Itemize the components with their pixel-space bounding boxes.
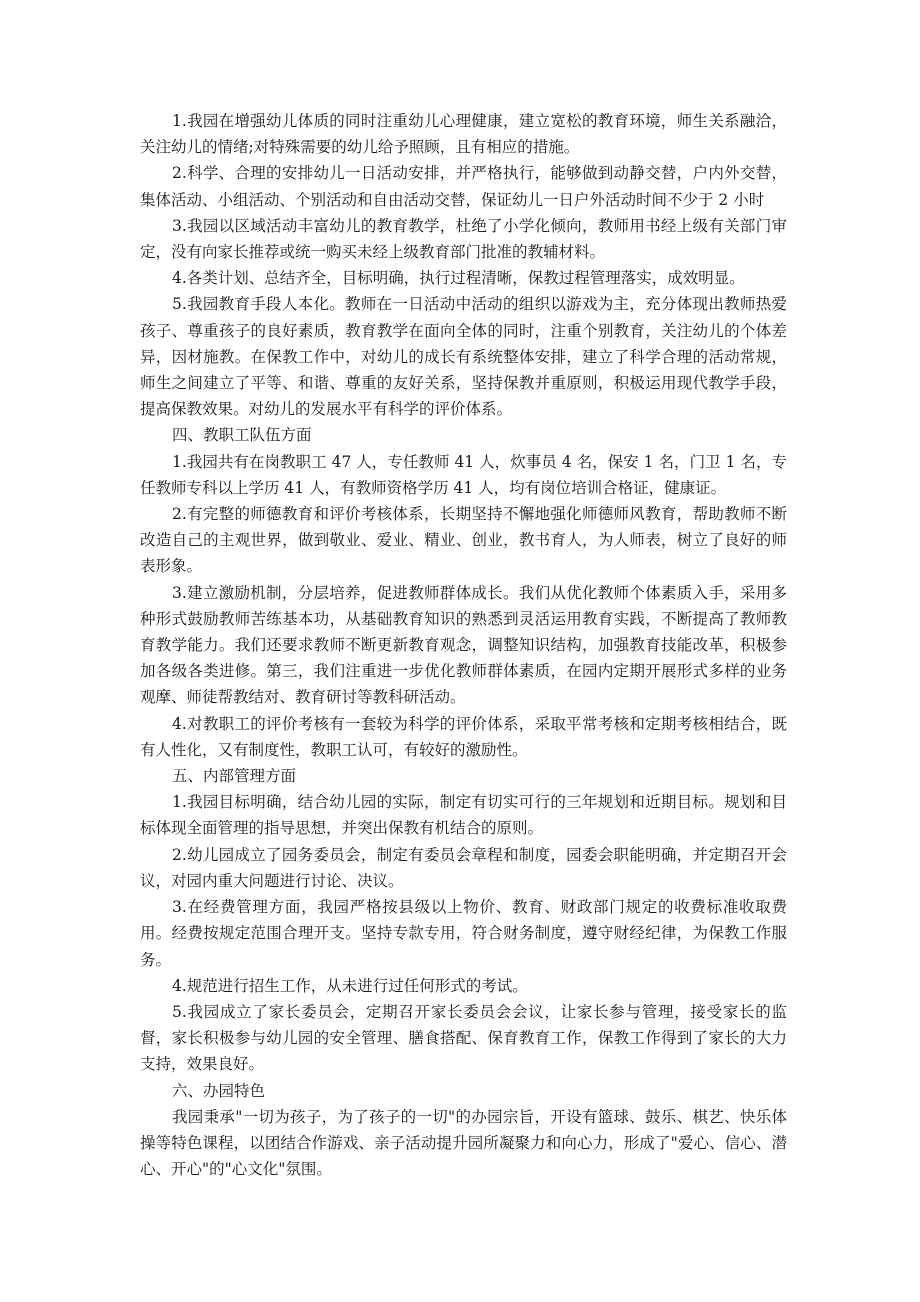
paragraph-s5-2: 2.幼儿园成立了园务委员会，制定有委员会章程和制度，园委会职能明确，并定期召开会议，对园内重大问题进行讨论、决议。 — [140, 845, 787, 890]
paragraph-s5-3: 3.在经费管理方面，我园严格按县级以上物价、教育、财政部门规定的收费标准收取费用。经费按规定范围合理开支。坚持专款专用，符合财务制度，遵守财经纪律，为保教工作服务。 — [140, 898, 787, 969]
section-heading-staff: 四、教职工队伍方面 — [172, 426, 312, 445]
paragraph-s3-5: 5.我园教育手段人本化。教师在一日活动中活动的组织以游戏为主，充分体现出教师热爱孩子、尊重孩子的良好素质，教育教学在面向全体的同时，注重个别教育，关注幼儿的个体差异，因材施教。在保教工作中，对幼儿的成长有系统整体安排，建立了科学合理的活动常规，师生之间建立了平等、和谐、尊重的友好关系，坚持保教并重原则，积极运用现代教学手段，提高保教效果。对幼儿的发展水平有科学的评价体系。 — [140, 295, 787, 419]
document-body — [140, 108, 787, 1182]
section-heading-management: 五、内部管理方面 — [172, 767, 297, 786]
paragraph-s3-2: 2.科学、合理的安排幼儿一日活动安排，并严格执行，能够做到动静交替，户内外交替，集体活动、小组活动、个别活动和自由活动交替，保证幼儿一日户外活动时间不少于 2 小时 — [140, 164, 787, 209]
paragraph-s3-1: 1.我园在增强幼儿体质的同时注重幼儿心理健康，建立宽松的教育环境，师生关系融洽，关注幼儿的情绪;对特殊需要的幼儿给予照顾，且有相应的措施。 — [140, 112, 787, 157]
paragraph-s5-1: 1.我园目标明确，结合幼儿园的实际，制定有切实可行的三年规划和近期目标。规划和目标体现全面管理的指导思想，并突出保教有机结合的原则。 — [140, 793, 787, 838]
section-heading-features: 六、办园特色 — [172, 1081, 266, 1100]
paragraph-s5-5: 5.我园成立了家长委员会，定期召开家长委员会会议，让家长参与管理，接受家长的监督，家长积极参与幼儿园的安全管理、膳食搭配、保育教育工作，保教工作得到了家长的大力支持，效果良好。 — [140, 1002, 787, 1074]
paragraph-s4-4: 4.对教职工的评价考核有一套较为科学的评价体系，采取平常考核和定期考核相结合，既有人性化，又有制度性，教职工认可，有较好的激励性。 — [140, 714, 787, 759]
paragraph-s5-4: 4.规范进行招生工作，从未进行过任何形式的考试。 — [172, 976, 528, 995]
paragraph-s6-1: 我园秉承"一切为孩子，为了孩子的一切"的办园宗旨，开设有篮球、鼓乐、棋艺、快乐体操等特色课程，以团结合作游戏、亲子活动提升园所凝聚力和向心力，形成了"爱心、信心、潜心、开心"的"心文化"氛围。 — [140, 1107, 787, 1179]
paragraph-s4-2: 2.有完整的师德教育和评价考核体系，长期坚持不懈地强化师德师风教育，帮助教师不断改造自己的主观世界，做到敬业、爱业、精业、创业，教书育人，为人师表，树立了良好的师表形象。 — [140, 505, 787, 576]
paragraph-s4-3: 3.建立激励机制，分层培养，促进教师群体成长。我们从优化教师个体素质入手，采用多种形式鼓励教师苦练基本功，从基础教育知识的熟悉到灵活运用教育实践，不断提高了教师教育教学能力。我们还要求教师不断更新教育观念，调整知识结构，加强教育技能改革，积极参加各级各类进修。第三，我们注重进一步优化教师群体素质，在园内定期开展形式多样的业务观摩、师徒帮教结对、教育研讨等教科研活动。 — [140, 583, 787, 707]
paragraph-s3-4: 4.各类计划、总结齐全，目标明确，执行过程清晰，保教过程管理落实，成效明显。 — [172, 269, 745, 288]
paragraph-s4-1: 1.我园共有在岗教职工 47 人，专任教师 41 人，炊事员 4 名，保安 1 名，门卫 1 名，专任教师专科以上学历 41 人，有教师资格学历 41 人，均有岗位培训合格证，健康证。 — [140, 452, 787, 497]
paragraph-s3-3: 3.我园以区域活动丰富幼儿的教育教学，杜绝了小学化倾向，教师用书经上级有关部门审定，没有向家长推荐或统一购买未经上级教育部门批准的教辅材料。 — [140, 216, 787, 262]
